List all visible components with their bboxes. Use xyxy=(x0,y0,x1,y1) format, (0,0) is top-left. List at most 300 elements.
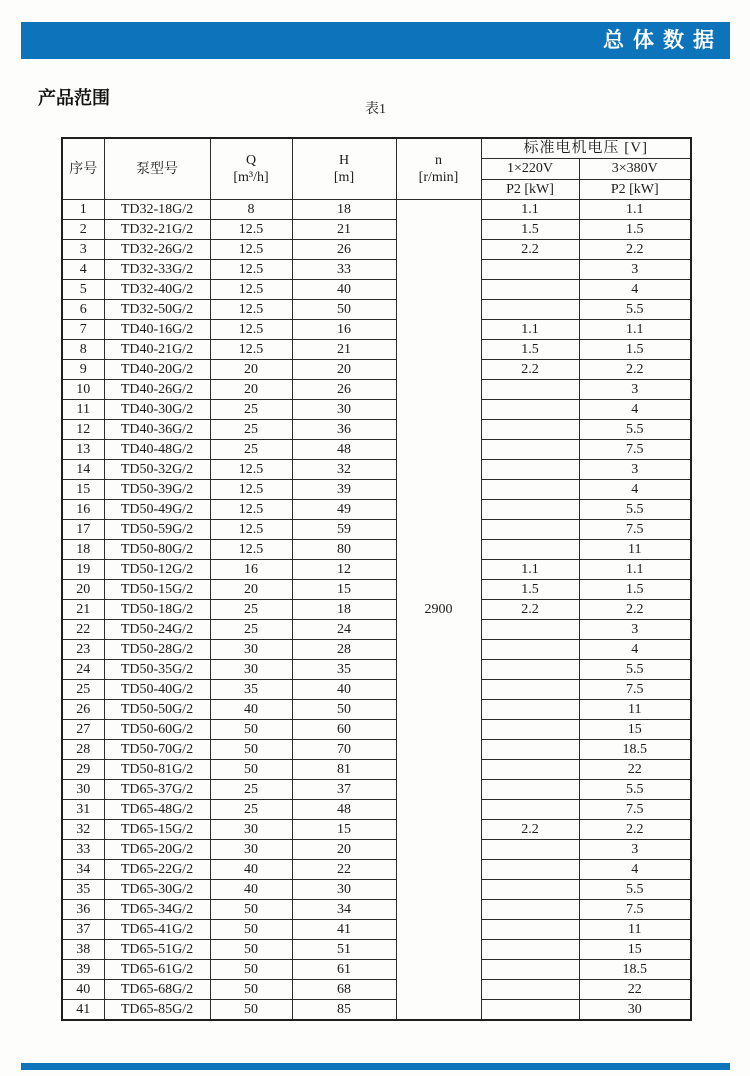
table-row xyxy=(62,260,691,280)
q-value: 25 xyxy=(210,600,292,620)
h-value: 16 xyxy=(292,320,396,340)
p2-220-value xyxy=(481,540,579,560)
table-row xyxy=(62,400,691,420)
p2-220-value xyxy=(481,860,579,880)
p2-380-value: 1.1 xyxy=(579,320,691,340)
table-row xyxy=(62,300,691,320)
row-index: 26 xyxy=(62,700,104,720)
pump-model: TD40-21G/2 xyxy=(104,340,210,360)
row-index: 1 xyxy=(62,200,104,220)
h-value: 60 xyxy=(292,720,396,740)
q-value: 30 xyxy=(210,640,292,660)
h-value: 21 xyxy=(292,340,396,360)
q-value: 35 xyxy=(210,680,292,700)
p2-380-value: 5.5 xyxy=(579,660,691,680)
p2-380-value: 3 xyxy=(579,460,691,480)
row-index: 7 xyxy=(62,320,104,340)
pump-model: TD65-20G/2 xyxy=(104,840,210,860)
pump-model: TD65-30G/2 xyxy=(104,880,210,900)
q-value: 20 xyxy=(210,380,292,400)
q-value: 8 xyxy=(210,200,292,220)
n-unit: [r/min] xyxy=(418,170,459,185)
h-value: 48 xyxy=(292,800,396,820)
pump-model: TD32-18G/2 xyxy=(104,200,210,220)
q-value: 12.5 xyxy=(210,340,292,360)
table-row xyxy=(62,220,691,240)
n-speed-value: 2900 xyxy=(396,200,481,1021)
p2-380-value: 4 xyxy=(579,640,691,660)
p2-380-value: 11 xyxy=(579,540,691,560)
q-value: 40 xyxy=(210,700,292,720)
p2-380-value: 5.5 xyxy=(579,300,691,320)
h-value: 50 xyxy=(292,700,396,720)
pump-model: TD65-37G/2 xyxy=(104,780,210,800)
q-value: 12.5 xyxy=(210,520,292,540)
h-value: 12 xyxy=(292,560,396,580)
q-value: 50 xyxy=(210,1000,292,1021)
h-value: 61 xyxy=(292,960,396,980)
row-index: 32 xyxy=(62,820,104,840)
h-value: 49 xyxy=(292,500,396,520)
q-value: 25 xyxy=(210,440,292,460)
p2-220-value xyxy=(481,440,579,460)
p2-220-value: 1.5 xyxy=(481,580,579,600)
row-index: 34 xyxy=(62,860,104,880)
page-title: 总体数据 xyxy=(603,29,723,52)
table-row xyxy=(62,420,691,440)
table-row xyxy=(62,680,691,700)
p2-380-value: 4 xyxy=(579,280,691,300)
p2-380-value: 3 xyxy=(579,620,691,640)
p2-220-value xyxy=(481,720,579,740)
p2-220-value xyxy=(481,380,579,400)
q-symbol: Q xyxy=(245,153,257,168)
pump-model: TD50-28G/2 xyxy=(104,640,210,660)
pump-model: TD40-26G/2 xyxy=(104,380,210,400)
p2-220-value xyxy=(481,760,579,780)
p2-380-value: 2.2 xyxy=(579,240,691,260)
p2-380-value: 1.1 xyxy=(579,200,691,220)
h-value: 70 xyxy=(292,740,396,760)
row-index: 13 xyxy=(62,440,104,460)
row-index: 2 xyxy=(62,220,104,240)
p2-380-value: 1.5 xyxy=(579,220,691,240)
table-row xyxy=(62,940,691,960)
row-index: 37 xyxy=(62,920,104,940)
table-row xyxy=(62,600,691,620)
row-index: 24 xyxy=(62,660,104,680)
row-index: 28 xyxy=(62,740,104,760)
pump-model: TD65-61G/2 xyxy=(104,960,210,980)
table-row xyxy=(62,560,691,580)
row-index: 9 xyxy=(62,360,104,380)
q-value: 12.5 xyxy=(210,480,292,500)
pump-model: TD32-21G/2 xyxy=(104,220,210,240)
p2-220-value xyxy=(481,900,579,920)
h-value: 30 xyxy=(292,880,396,900)
section-title: 产品范围 xyxy=(38,88,110,108)
q-value: 12.5 xyxy=(210,260,292,280)
h-value: 15 xyxy=(292,580,396,600)
q-value: 50 xyxy=(210,940,292,960)
q-value: 12.5 xyxy=(210,240,292,260)
pump-model: TD65-34G/2 xyxy=(104,900,210,920)
table-row xyxy=(62,360,691,380)
table-row xyxy=(62,960,691,980)
p2-380-value: 18.5 xyxy=(579,960,691,980)
p2-220-value xyxy=(481,700,579,720)
p2-380-value: 15 xyxy=(579,720,691,740)
pump-model: TD50-40G/2 xyxy=(104,680,210,700)
h-value: 34 xyxy=(292,900,396,920)
h-value: 48 xyxy=(292,440,396,460)
pump-model: TD50-80G/2 xyxy=(104,540,210,560)
p2-380-value: 22 xyxy=(579,760,691,780)
header-banner xyxy=(21,22,730,59)
col-header-p2-220: P2 [kW] xyxy=(481,180,579,200)
p2-220-value xyxy=(481,640,579,660)
q-value: 50 xyxy=(210,920,292,940)
p2-220-value xyxy=(481,520,579,540)
p2-220-value xyxy=(481,660,579,680)
pump-model: TD65-51G/2 xyxy=(104,940,210,960)
row-index: 16 xyxy=(62,500,104,520)
row-index: 30 xyxy=(62,780,104,800)
pump-model: TD40-36G/2 xyxy=(104,420,210,440)
p2-220-value: 2.2 xyxy=(481,820,579,840)
p2-380-value: 5.5 xyxy=(579,500,691,520)
table-row xyxy=(62,460,691,480)
p2-220-value xyxy=(481,280,579,300)
p2-220-value: 1.5 xyxy=(481,220,579,240)
table-row xyxy=(62,780,691,800)
h-value: 80 xyxy=(292,540,396,560)
row-index: 12 xyxy=(62,420,104,440)
p2-380-value: 4 xyxy=(579,400,691,420)
pump-model: TD40-20G/2 xyxy=(104,360,210,380)
q-value: 25 xyxy=(210,780,292,800)
row-index: 23 xyxy=(62,640,104,660)
row-index: 5 xyxy=(62,280,104,300)
p2-380-value: 2.2 xyxy=(579,600,691,620)
n-symbol: n xyxy=(435,153,442,168)
q-value: 40 xyxy=(210,880,292,900)
pump-model: TD40-30G/2 xyxy=(104,400,210,420)
h-value: 30 xyxy=(292,400,396,420)
p2-220-value: 1.1 xyxy=(481,560,579,580)
col-header-index: 序号 xyxy=(62,138,104,200)
h-value: 35 xyxy=(292,660,396,680)
table-row xyxy=(62,800,691,820)
col-header-220v: 1×220V xyxy=(481,159,579,180)
h-value: 59 xyxy=(292,520,396,540)
pump-model: TD50-39G/2 xyxy=(104,480,210,500)
h-value: 40 xyxy=(292,680,396,700)
h-value: 26 xyxy=(292,380,396,400)
p2-220-value xyxy=(481,960,579,980)
p2-380-value: 22 xyxy=(579,980,691,1000)
row-index: 22 xyxy=(62,620,104,640)
h-value: 85 xyxy=(292,1000,396,1021)
q-unit: [m³/h] xyxy=(233,170,269,185)
row-index: 36 xyxy=(62,900,104,920)
h-symbol: H xyxy=(338,153,350,168)
q-value: 30 xyxy=(210,840,292,860)
table-row xyxy=(62,240,691,260)
q-value: 25 xyxy=(210,400,292,420)
row-index: 40 xyxy=(62,980,104,1000)
table-row xyxy=(62,520,691,540)
row-index: 8 xyxy=(62,340,104,360)
table-row xyxy=(62,340,691,360)
p2-380-value: 4 xyxy=(579,860,691,880)
q-value: 12.5 xyxy=(210,500,292,520)
table-row xyxy=(62,480,691,500)
p2-380-value: 1.5 xyxy=(579,580,691,600)
pump-model: TD32-40G/2 xyxy=(104,280,210,300)
h-value: 32 xyxy=(292,460,396,480)
h-value: 39 xyxy=(292,480,396,500)
pump-model: TD50-35G/2 xyxy=(104,660,210,680)
table-row xyxy=(62,740,691,760)
p2-380-value: 11 xyxy=(579,920,691,940)
table-row xyxy=(62,760,691,780)
p2-220-value xyxy=(481,400,579,420)
p2-380-value: 1.5 xyxy=(579,340,691,360)
table-row xyxy=(62,320,691,340)
table-row xyxy=(62,640,691,660)
p2-220-value: 2.2 xyxy=(481,360,579,380)
p2-380-value: 3 xyxy=(579,380,691,400)
h-value: 81 xyxy=(292,760,396,780)
q-value: 50 xyxy=(210,960,292,980)
col-header-model: 泵型号 xyxy=(104,138,210,200)
q-value: 20 xyxy=(210,580,292,600)
pump-model: TD50-50G/2 xyxy=(104,700,210,720)
col-header-q xyxy=(210,138,292,200)
col-header-h xyxy=(292,138,396,200)
row-index: 29 xyxy=(62,760,104,780)
pump-model: TD50-70G/2 xyxy=(104,740,210,760)
pump-model: TD32-33G/2 xyxy=(104,260,210,280)
footer-bar xyxy=(21,1063,730,1070)
h-value: 33 xyxy=(292,260,396,280)
q-value: 50 xyxy=(210,740,292,760)
h-value: 24 xyxy=(292,620,396,640)
row-index: 38 xyxy=(62,940,104,960)
q-value: 25 xyxy=(210,420,292,440)
p2-380-value: 2.2 xyxy=(579,360,691,380)
h-value: 26 xyxy=(292,240,396,260)
p2-220-value xyxy=(481,620,579,640)
p2-380-value: 7.5 xyxy=(579,520,691,540)
q-value: 16 xyxy=(210,560,292,580)
table-row xyxy=(62,280,691,300)
h-value: 15 xyxy=(292,820,396,840)
table-caption: 表1 xyxy=(365,102,386,117)
q-value: 12.5 xyxy=(210,320,292,340)
h-value: 20 xyxy=(292,840,396,860)
h-value: 51 xyxy=(292,940,396,960)
q-value: 12.5 xyxy=(210,280,292,300)
row-index: 15 xyxy=(62,480,104,500)
p2-220-value xyxy=(481,1000,579,1021)
p2-380-value: 15 xyxy=(579,940,691,960)
p2-220-value: 2.2 xyxy=(481,240,579,260)
pump-model: TD65-41G/2 xyxy=(104,920,210,940)
p2-380-value: 7.5 xyxy=(579,800,691,820)
p2-380-value: 5.5 xyxy=(579,780,691,800)
pump-model: TD50-49G/2 xyxy=(104,500,210,520)
p2-220-value xyxy=(481,460,579,480)
pump-model: TD65-22G/2 xyxy=(104,860,210,880)
p2-380-value: 7.5 xyxy=(579,680,691,700)
pump-model: TD50-24G/2 xyxy=(104,620,210,640)
p2-220-value xyxy=(481,500,579,520)
row-index: 20 xyxy=(62,580,104,600)
row-index: 31 xyxy=(62,800,104,820)
p2-220-value xyxy=(481,840,579,860)
q-value: 30 xyxy=(210,820,292,840)
pump-model: TD65-85G/2 xyxy=(104,1000,210,1021)
pump-model: TD50-81G/2 xyxy=(104,760,210,780)
q-value: 50 xyxy=(210,900,292,920)
h-value: 28 xyxy=(292,640,396,660)
h-value: 50 xyxy=(292,300,396,320)
p2-380-value: 3 xyxy=(579,260,691,280)
col-header-p2-380: P2 [kW] xyxy=(579,180,691,200)
pump-model: TD32-26G/2 xyxy=(104,240,210,260)
p2-380-value: 11 xyxy=(579,700,691,720)
p2-220-value xyxy=(481,480,579,500)
p2-380-value: 4 xyxy=(579,480,691,500)
h-value: 40 xyxy=(292,280,396,300)
pump-model: TD50-15G/2 xyxy=(104,580,210,600)
pump-model: TD65-15G/2 xyxy=(104,820,210,840)
table-row xyxy=(62,620,691,640)
p2-220-value xyxy=(481,680,579,700)
pump-model: TD50-18G/2 xyxy=(104,600,210,620)
pump-model: TD40-16G/2 xyxy=(104,320,210,340)
h-value: 41 xyxy=(292,920,396,940)
p2-220-value xyxy=(481,780,579,800)
row-index: 33 xyxy=(62,840,104,860)
h-value: 18 xyxy=(292,200,396,220)
p2-220-value: 1.1 xyxy=(481,320,579,340)
row-index: 41 xyxy=(62,1000,104,1021)
p2-220-value xyxy=(481,420,579,440)
table-row xyxy=(62,200,691,220)
p2-380-value: 2.2 xyxy=(579,820,691,840)
table-row xyxy=(62,980,691,1000)
table-row xyxy=(62,700,691,720)
row-index: 17 xyxy=(62,520,104,540)
q-value: 12.5 xyxy=(210,220,292,240)
p2-380-value: 30 xyxy=(579,1000,691,1021)
q-value: 20 xyxy=(210,360,292,380)
pump-model: TD50-60G/2 xyxy=(104,720,210,740)
p2-220-value xyxy=(481,260,579,280)
h-value: 22 xyxy=(292,860,396,880)
q-value: 50 xyxy=(210,760,292,780)
q-value: 40 xyxy=(210,860,292,880)
row-index: 4 xyxy=(62,260,104,280)
pump-model: TD65-48G/2 xyxy=(104,800,210,820)
p2-220-value xyxy=(481,980,579,1000)
h-value: 68 xyxy=(292,980,396,1000)
p2-380-value: 18.5 xyxy=(579,740,691,760)
row-index: 3 xyxy=(62,240,104,260)
p2-220-value xyxy=(481,880,579,900)
col-header-n xyxy=(396,138,481,200)
table-row xyxy=(62,580,691,600)
p2-220-value xyxy=(481,920,579,940)
h-value: 36 xyxy=(292,420,396,440)
q-value: 12.5 xyxy=(210,300,292,320)
table-row xyxy=(62,720,691,740)
row-index: 27 xyxy=(62,720,104,740)
pump-model: TD50-12G/2 xyxy=(104,560,210,580)
pump-model: TD65-68G/2 xyxy=(104,980,210,1000)
table-row xyxy=(62,840,691,860)
q-value: 25 xyxy=(210,800,292,820)
q-value: 50 xyxy=(210,720,292,740)
row-index: 14 xyxy=(62,460,104,480)
table-row xyxy=(62,380,691,400)
p2-380-value: 5.5 xyxy=(579,420,691,440)
table-row xyxy=(62,660,691,680)
pump-model: TD50-32G/2 xyxy=(104,460,210,480)
row-index: 35 xyxy=(62,880,104,900)
q-value: 12.5 xyxy=(210,540,292,560)
p2-220-value: 2.2 xyxy=(481,600,579,620)
table-row xyxy=(62,440,691,460)
col-header-380v: 3×380V xyxy=(579,159,691,180)
table-row xyxy=(62,880,691,900)
p2-380-value: 7.5 xyxy=(579,440,691,460)
table-row xyxy=(62,920,691,940)
table-row xyxy=(62,500,691,520)
p2-220-value xyxy=(481,940,579,960)
table-row xyxy=(62,820,691,840)
col-header-voltage-group: 标准电机电压 [V] xyxy=(481,138,691,159)
p2-220-value: 1.1 xyxy=(481,200,579,220)
row-index: 18 xyxy=(62,540,104,560)
p2-380-value: 5.5 xyxy=(579,880,691,900)
h-value: 18 xyxy=(292,600,396,620)
p2-220-value xyxy=(481,800,579,820)
pump-model: TD32-50G/2 xyxy=(104,300,210,320)
row-index: 39 xyxy=(62,960,104,980)
pump-model: TD40-48G/2 xyxy=(104,440,210,460)
h-value: 21 xyxy=(292,220,396,240)
p2-220-value: 1.5 xyxy=(481,340,579,360)
table-row xyxy=(62,540,691,560)
pump-spec-table xyxy=(61,137,692,1021)
q-value: 25 xyxy=(210,620,292,640)
table-row xyxy=(62,900,691,920)
p2-220-value xyxy=(481,740,579,760)
q-value: 30 xyxy=(210,660,292,680)
row-index: 21 xyxy=(62,600,104,620)
table-row xyxy=(62,1000,691,1021)
p2-380-value: 7.5 xyxy=(579,900,691,920)
p2-380-value: 3 xyxy=(579,840,691,860)
q-value: 50 xyxy=(210,980,292,1000)
h-unit: [m] xyxy=(333,170,355,185)
p2-380-value: 1.1 xyxy=(579,560,691,580)
h-value: 37 xyxy=(292,780,396,800)
